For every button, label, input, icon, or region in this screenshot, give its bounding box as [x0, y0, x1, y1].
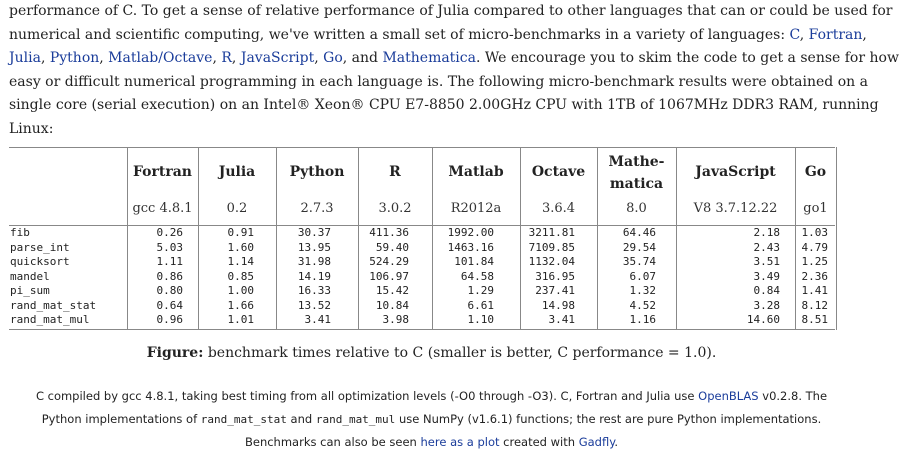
table-top-rule	[9, 147, 835, 148]
row-label: quicksort	[10, 255, 70, 268]
table-cell: 1.01	[227, 313, 254, 326]
column-header: Matlab	[448, 164, 504, 180]
table-cell: 64.58	[460, 269, 494, 283]
table-cell: 13.52	[297, 298, 331, 312]
intro-line: Julia, Python, Matlab/Octave, R, JavaScript, Go, and Mathematica. We encourage you to skim the code to get a sense for how	[9, 50, 899, 66]
table-cell: 3.98	[382, 313, 409, 326]
column-divider	[836, 147, 837, 330]
table-cell: 0.96	[156, 313, 183, 326]
figure-caption	[0, 345, 863, 361]
table-cell: 1.10	[467, 313, 494, 326]
table-cell: 101.84	[454, 255, 494, 268]
table-cell: 0.80	[156, 284, 183, 297]
table-cell: 31.98	[297, 255, 331, 268]
intro-line: performance of C. To get a sense of relative performance of Julia compared to other languages that can or could be used for	[9, 3, 893, 19]
table-cell: 0.26	[156, 226, 183, 239]
table-cell: 1.14	[227, 255, 254, 268]
table-cell: 411.36	[369, 226, 409, 239]
table-cell: 0.64	[156, 298, 183, 312]
row-label: pi_sum	[10, 284, 50, 297]
link-julia[interactable]: Julia	[9, 50, 41, 66]
link-r[interactable]: R	[221, 50, 232, 66]
table-cell: 10.84	[375, 298, 409, 312]
intro-paragraph	[9, 0, 899, 141]
link-python[interactable]: Python	[49, 50, 100, 66]
table-cell: 7109.85	[528, 240, 575, 254]
link-mathematica[interactable]: Mathematica	[382, 50, 476, 66]
table-cell: 13.95	[297, 240, 331, 254]
table-cell: 3.41	[548, 313, 575, 326]
table-cell: 1.60	[227, 240, 254, 254]
caption-label: Figure:	[146, 345, 204, 361]
row-label: rand_mat_stat	[10, 298, 97, 312]
table-cell: 1.16	[629, 313, 656, 326]
table-cell: 3.28	[753, 298, 780, 312]
table-cell: 3.41	[304, 313, 331, 326]
table-cell: 59.40	[375, 240, 409, 254]
table-cell: 1.11	[156, 255, 183, 268]
table-cell: 2.36	[801, 269, 828, 283]
row-label: rand_mat_mul	[10, 313, 90, 326]
intro-line: easy or difficult numerical programming in each language is. The following micro-benchmark results were obtained on a	[9, 73, 868, 90]
table-cell: 64.46	[622, 226, 656, 239]
column-version: 3.6.4	[541, 201, 576, 216]
row-label: fib	[10, 226, 30, 239]
link-fortran[interactable]: Fortran	[808, 26, 863, 43]
table-cell: 0.91	[227, 226, 254, 239]
table-cell: 1.25	[801, 255, 828, 268]
link-go[interactable]: Go	[323, 50, 343, 66]
table-cell: 524.29	[369, 255, 409, 268]
table-cell: 3.51	[753, 255, 780, 268]
table-cell: 14.60	[746, 313, 780, 326]
column-version: 2.7.3	[300, 201, 334, 216]
table-cell: 29.54	[622, 240, 656, 254]
table-cell: 15.42	[375, 284, 409, 297]
table-cell: 1.00	[227, 284, 254, 297]
link-openblas[interactable]: OpenBLAS	[698, 389, 759, 403]
link-plot[interactable]: here as a plot	[420, 435, 500, 449]
intro-line: numerical and scientific computing, we've written a small set of micro-benchmarks in a variety of languages: C, Fortran,	[9, 26, 867, 43]
column-version: 0.2	[226, 201, 248, 216]
notes-line: C compiled by gcc 4.8.1, taking best timing from all optimization levels (-O0 through -O3). C, Fortran and Julia use OpenBLAS v0.2.8. The	[35, 389, 828, 403]
table-cell: 35.74	[622, 255, 656, 268]
code-rand-mat-mul: rand_mat_mul	[315, 413, 396, 426]
table-cell: 106.97	[369, 269, 409, 283]
row-label: parse_int	[10, 240, 70, 254]
table-cell: 6.07	[629, 269, 656, 283]
code-rand-mat-stat: rand_mat_stat	[200, 413, 287, 426]
column-header: JavaScript	[695, 164, 776, 180]
column-header: Mathe- matica	[608, 154, 665, 192]
table-cell: 1992.00	[447, 226, 494, 239]
table-cell: 2.18	[753, 226, 780, 239]
link-matlab-octave[interactable]: Matlab/Octave	[108, 50, 213, 66]
column-version: R2012a	[450, 201, 502, 216]
row-label: mandel	[10, 269, 50, 283]
table-cell: 1132.04	[528, 255, 575, 268]
column-version: 3.0.2	[378, 201, 412, 216]
table-cell: 1.32	[629, 284, 656, 297]
caption-text: benchmark times relative to C (smaller is better, C performance = 1.0).	[207, 345, 717, 361]
column-version: gcc 4.8.1	[132, 201, 193, 216]
table-cell: 3.49	[753, 269, 780, 283]
column-header: Go	[804, 164, 827, 180]
table-cell: 4.79	[801, 240, 828, 254]
benchmark-notes	[20, 385, 843, 454]
table-cell: 3211.81	[528, 226, 575, 239]
link-gadfly[interactable]: Gadfly	[578, 435, 615, 449]
notes-line: Benchmarks can also be seen here as a plot created with Gadfly.	[244, 435, 619, 449]
table-cell: 14.98	[541, 298, 575, 312]
table-cell: 316.95	[535, 269, 575, 283]
table-cell: 6.61	[467, 298, 494, 312]
table-cell: 8.51	[801, 313, 828, 326]
table-cell: 2.43	[753, 240, 780, 254]
table-bottom-rule	[9, 329, 835, 330]
table-cell: 8.12	[801, 298, 828, 312]
table-cell: 1.03	[801, 226, 828, 239]
column-header: R	[389, 164, 401, 180]
table-cell: 1.41	[801, 284, 828, 297]
table-cell: 30.37	[297, 226, 331, 239]
column-header: Fortran	[133, 164, 192, 180]
column-header: Julia	[218, 164, 256, 180]
link-c[interactable]: C	[789, 26, 800, 43]
column-header: Python	[289, 164, 345, 180]
table-cell: 14.19	[297, 269, 331, 283]
table-cell: 5.03	[156, 240, 183, 254]
table-cell: 4.52	[629, 298, 656, 312]
table-cell: 0.86	[156, 269, 183, 283]
table-cell: 0.84	[753, 284, 780, 297]
link-javascript[interactable]: JavaScript	[240, 50, 315, 66]
notes-line: Python implementations of rand_mat_stat and rand_mat_mul use NumPy (v1.6.1) functions; the rest are pure Python implementations.	[41, 412, 822, 426]
table-cell: 0.85	[227, 269, 254, 283]
column-version: V8 3.7.12.22	[693, 201, 778, 216]
table-cell: 1.29	[467, 284, 494, 297]
table-cell: 16.33	[297, 284, 331, 297]
table-cell: 237.41	[535, 284, 575, 297]
column-version: go1	[803, 201, 828, 216]
table-cell: 1463.16	[447, 240, 494, 254]
intro-line: Linux:	[9, 120, 54, 137]
column-version: 8.0	[626, 201, 647, 216]
column-header: Octave	[531, 164, 586, 180]
intro-line: single core (serial execution) on an Intel® Xeon® CPU E7-8850 2.00GHz CPU with 1TB of 1067MHz DDR3 RAM, running	[9, 97, 879, 113]
table-cell: 1.66	[227, 298, 254, 312]
